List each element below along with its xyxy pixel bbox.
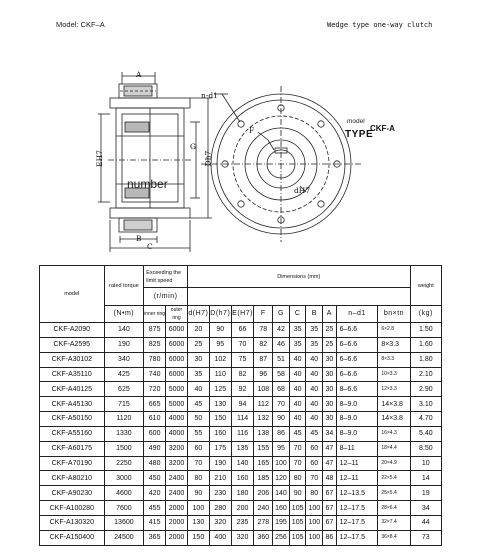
table-cell: 96 <box>254 367 273 382</box>
table-cell: 20×4.9 <box>378 456 410 471</box>
product-title: Wedge type one-way clutch <box>327 21 433 29</box>
table-cell: 108 <box>254 382 273 397</box>
weight-unit: (kg) <box>410 306 441 323</box>
table-cell: 58 <box>273 367 290 382</box>
table-cell: 1500 <box>104 441 144 456</box>
table-cell: 2400 <box>166 486 188 501</box>
table-cell: 40 <box>306 382 323 397</box>
table-cell: CKF-A60175 <box>40 441 105 456</box>
table-cell: CKF-A30102 <box>40 352 105 367</box>
table-cell: 130 <box>209 397 231 412</box>
table-cell: 40 <box>306 412 323 427</box>
table-cell: 68 <box>273 382 290 397</box>
table-cell: 70 <box>289 456 306 471</box>
table-cell: 190 <box>209 456 231 471</box>
table-cell: 114 <box>231 412 254 427</box>
table-cell: 12–17.5 <box>336 515 378 530</box>
table-cell: 200 <box>231 501 254 516</box>
col-torque-header: rated torque <box>104 266 144 306</box>
table-cell: 55 <box>187 426 209 441</box>
table-cell: 140 <box>231 456 254 471</box>
table-cell: 340 <box>104 352 144 367</box>
table-row <box>40 397 442 412</box>
table-cell: 110 <box>209 367 231 382</box>
table-cell: 480 <box>144 456 166 471</box>
table-cell: 102 <box>209 352 231 367</box>
table-row <box>40 323 442 338</box>
table-cell: 10×3.3 <box>378 367 410 382</box>
table-cell: 82 <box>254 337 273 352</box>
table-cell: 40 <box>289 382 306 397</box>
table-cell: 3000 <box>104 471 144 486</box>
table-cell: 6000 <box>166 323 188 338</box>
col-dimensions-header: Dimensions (mm) <box>187 266 410 288</box>
table-cell: 6–6.6 <box>336 367 378 382</box>
table-row <box>40 486 442 501</box>
table-cell: 12–17.5 <box>336 501 378 516</box>
table-cell: 1.50 <box>410 323 441 338</box>
table-cell: 135 <box>231 441 254 456</box>
table-cell: 36×8.4 <box>378 530 410 545</box>
table-cell: CKF-A40125 <box>40 382 105 397</box>
table-cell: 140 <box>104 323 144 338</box>
table-row <box>40 441 442 456</box>
table-cell: 2400 <box>166 471 188 486</box>
table-cell: 60 <box>306 456 323 471</box>
table-cell: 125 <box>209 382 231 397</box>
table-cell: 80 <box>289 471 306 486</box>
table-cell: 14 <box>410 471 441 486</box>
table-cell: 19 <box>410 486 441 501</box>
table-cell: 1120 <box>104 412 144 427</box>
table-cell: 95 <box>273 441 290 456</box>
table-cell: CKF-A45130 <box>40 397 105 412</box>
table-cell: 365 <box>144 530 166 545</box>
table-cell: CKF-A80210 <box>40 471 105 486</box>
model-caption: model <box>347 118 365 125</box>
table-cell: 6000 <box>166 367 188 382</box>
table-cell: 67 <box>323 501 337 516</box>
table-cell: 600 <box>144 426 166 441</box>
table-cell: 44 <box>410 515 441 530</box>
table-cell: 100 <box>273 456 290 471</box>
table-cell: 40 <box>306 367 323 382</box>
col-a: A <box>323 306 337 323</box>
spec-table <box>39 265 442 546</box>
table-cell: 8–9.0 <box>336 412 378 427</box>
table-row <box>40 337 442 352</box>
table-cell: 34 <box>410 501 441 516</box>
table-cell: 105 <box>289 530 306 545</box>
dimensions-spacer <box>187 288 410 306</box>
table-cell: 400 <box>209 530 231 545</box>
table-cell: 12–11 <box>336 471 378 486</box>
table-cell: 665 <box>144 397 166 412</box>
table-cell: 70 <box>187 456 209 471</box>
table-cell: 13600 <box>104 515 144 530</box>
table-row <box>40 471 442 486</box>
table-cell: 40 <box>306 352 323 367</box>
table-cell: 2.10 <box>410 367 441 382</box>
table-cell: 360 <box>254 530 273 545</box>
table-cell: 30 <box>323 397 337 412</box>
col-g: G <box>273 306 290 323</box>
table-cell: 51 <box>273 352 290 367</box>
table-cell: 100 <box>306 530 323 545</box>
table-cell: 75 <box>231 352 254 367</box>
torque-unit: (N•m) <box>104 306 144 323</box>
table-cell: 5000 <box>166 397 188 412</box>
table-cell: 415 <box>144 515 166 530</box>
table-cell: 67 <box>323 515 337 530</box>
table-cell: 30 <box>323 367 337 382</box>
table-row <box>40 382 442 397</box>
table-cell: CKF-A90230 <box>40 486 105 501</box>
table-cell: 12–11 <box>336 456 378 471</box>
col-f: F <box>254 306 273 323</box>
table-cell: 105 <box>289 515 306 530</box>
table-cell: 30 <box>187 352 209 367</box>
table-cell: 40 <box>289 367 306 382</box>
table-cell: 25 <box>187 337 209 352</box>
table-cell: 48 <box>323 471 337 486</box>
table-cell: 720 <box>144 382 166 397</box>
table-cell: 175 <box>209 441 231 456</box>
table-cell: CKF-A35110 <box>40 367 105 382</box>
table-cell: 625 <box>104 382 144 397</box>
table-cell: 35 <box>289 323 306 338</box>
table-cell: 160 <box>231 471 254 486</box>
dim-g-label: G <box>190 142 196 151</box>
table-cell: 780 <box>144 352 166 367</box>
table-cell: 8–9.0 <box>336 397 378 412</box>
table-cell: 450 <box>144 471 166 486</box>
table-cell: 140 <box>273 486 290 501</box>
table-cell: 278 <box>254 515 273 530</box>
table-cell: 150 <box>209 412 231 427</box>
table-cell: 100 <box>306 501 323 516</box>
table-cell: 7600 <box>104 501 144 516</box>
table-cell: 34 <box>323 426 337 441</box>
table-cell: 30 <box>323 412 337 427</box>
table-cell: 30 <box>323 352 337 367</box>
table-cell: 320 <box>209 515 231 530</box>
table-cell: 1.60 <box>410 337 441 352</box>
table-cell: 6000 <box>166 337 188 352</box>
table-cell: 60 <box>306 441 323 456</box>
table-cell: CKF-A50150 <box>40 412 105 427</box>
table-cell: 210 <box>209 471 231 486</box>
table-cell: 320 <box>231 530 254 545</box>
table-cell: CKF-A55160 <box>40 426 105 441</box>
table-cell: 8×3.3 <box>378 352 410 367</box>
table-header-row <box>40 266 442 288</box>
table-cell: 280 <box>209 501 231 516</box>
table-cell: 190 <box>104 337 144 352</box>
type-caption: TYPE <box>345 129 374 140</box>
dim-nd1-label: n-d1 <box>201 91 218 100</box>
table-cell: 14×3.8 <box>378 412 410 427</box>
table-row <box>40 530 442 545</box>
table-row <box>40 412 442 427</box>
table-cell: 235 <box>231 515 254 530</box>
table-cell: 66 <box>231 323 254 338</box>
dim-c-label: C <box>147 242 153 251</box>
table-cell: 120 <box>273 471 290 486</box>
table-body <box>40 323 442 546</box>
col-bntn: bn×tn <box>378 306 410 323</box>
table-cell: 4600 <box>104 486 144 501</box>
table-cell: 3200 <box>166 441 188 456</box>
col-c: C <box>289 306 306 323</box>
table-cell: 112 <box>254 397 273 412</box>
col-eh7: E(H7) <box>231 306 254 323</box>
col-model-header: model <box>40 266 105 323</box>
col-speed-header: Exceeding the limit speed <box>144 266 188 288</box>
table-cell: 45 <box>306 426 323 441</box>
table-cell: CKF-A150400 <box>40 530 105 545</box>
table-cell: 240 <box>254 501 273 516</box>
col-dh7: d(H7) <box>187 306 209 323</box>
technical-drawing <box>0 36 480 256</box>
col-weight-header: weight <box>410 266 441 306</box>
table-cell: 40 <box>289 352 306 367</box>
table-cell: 160 <box>273 501 290 516</box>
table-cell: 130 <box>187 515 209 530</box>
table-cell: 35 <box>187 367 209 382</box>
table-cell: 740 <box>144 367 166 382</box>
table-cell: 4000 <box>166 426 188 441</box>
table-row <box>40 501 442 516</box>
table-cell: 25 <box>323 337 337 352</box>
table-cell: 100 <box>187 501 209 516</box>
table-cell: 78 <box>254 323 273 338</box>
table-cell: 22×5.4 <box>378 471 410 486</box>
table-cell: 8–11 <box>336 441 378 456</box>
table-cell: 425 <box>104 367 144 382</box>
table-cell: 30 <box>323 382 337 397</box>
table-cell: 100 <box>306 515 323 530</box>
table-cell: 715 <box>104 397 144 412</box>
table-cell: 86 <box>323 530 337 545</box>
table-cell: 12×3.3 <box>378 382 410 397</box>
table-cell: 1330 <box>104 426 144 441</box>
dim-b-label: B <box>136 234 142 243</box>
table-cell: 16×4.3 <box>378 426 410 441</box>
table-cell: 6–6.6 <box>336 352 378 367</box>
table-cell: 8.50 <box>410 441 441 456</box>
table-cell: 42 <box>273 323 290 338</box>
col-b: B <box>306 306 323 323</box>
table-cell: 105 <box>289 501 306 516</box>
table-cell: 3200 <box>166 456 188 471</box>
table-cell: 47 <box>323 456 337 471</box>
table-cell: 2000 <box>166 530 188 545</box>
table-cell: 420 <box>144 486 166 501</box>
table-cell: 5000 <box>166 382 188 397</box>
table-cell: 70 <box>289 441 306 456</box>
table-cell: 28×6.4 <box>378 501 410 516</box>
table-cell: 24500 <box>104 530 144 545</box>
table-cell: 2000 <box>166 501 188 516</box>
table-cell: 6–6.6 <box>336 323 378 338</box>
table-cell: 5.40 <box>410 426 441 441</box>
table-row <box>40 352 442 367</box>
table-cell: 90 <box>273 412 290 427</box>
table-cell: 180 <box>231 486 254 501</box>
table-cell: 70 <box>306 471 323 486</box>
table-row <box>40 367 442 382</box>
table-cell: 70 <box>273 397 290 412</box>
table-cell: CKF-A70190 <box>40 456 105 471</box>
table-cell: 3.10 <box>410 397 441 412</box>
table-cell: 40 <box>187 382 209 397</box>
table-cell: 67 <box>323 486 337 501</box>
table-cell: 92 <box>231 382 254 397</box>
table-cell: 14×3.8 <box>378 397 410 412</box>
table-cell: 70 <box>231 337 254 352</box>
table-cell: 2000 <box>166 515 188 530</box>
table-cell: 610 <box>144 412 166 427</box>
table-cell: 46 <box>273 337 290 352</box>
dim-dh7-bore-label: dH7 <box>294 186 311 195</box>
table-cell: 60 <box>187 441 209 456</box>
dim-dh7-label: Dh7 <box>203 150 213 167</box>
drawing-svg <box>0 36 480 256</box>
table-cell: 35 <box>306 323 323 338</box>
table-cell: 8–6.6 <box>336 382 378 397</box>
table-cell: 4000 <box>166 412 188 427</box>
table-cell: 45 <box>187 397 209 412</box>
table-cell: 25 <box>323 323 337 338</box>
table-cell: 80 <box>306 486 323 501</box>
dim-eh7-label: EH7 <box>94 150 104 167</box>
table-cell: 6–6.6 <box>336 337 378 352</box>
table-cell: 825 <box>144 337 166 352</box>
table-cell: 12–17.5 <box>336 530 378 545</box>
table-cell: 73 <box>410 530 441 545</box>
table-cell: 47 <box>323 441 337 456</box>
table-cell: 90 <box>187 486 209 501</box>
table-cell: 95 <box>209 337 231 352</box>
table-cell: 80 <box>187 471 209 486</box>
table-cell: 6×2.8 <box>378 323 410 338</box>
table-cell: 90 <box>289 486 306 501</box>
table-row <box>40 515 442 530</box>
table-cell: 40 <box>289 397 306 412</box>
table-cell: 165 <box>254 456 273 471</box>
table-cell: CKF-A130320 <box>40 515 105 530</box>
table-cell: 132 <box>254 412 273 427</box>
table-cell: CKF-A2595 <box>40 337 105 352</box>
table-cell: 40 <box>306 397 323 412</box>
table-cell: 8–9.0 <box>336 426 378 441</box>
table-cell: 40 <box>289 412 306 427</box>
speed-unit: (r/min) <box>144 288 188 306</box>
table-cell: 230 <box>209 486 231 501</box>
table-cell: 185 <box>254 471 273 486</box>
table-cell: 6000 <box>166 352 188 367</box>
table-cell: 18×4.4 <box>378 441 410 456</box>
col-dh7-outer: D(h7) <box>209 306 231 323</box>
table-cell: 195 <box>273 515 290 530</box>
table-cell: 82 <box>231 367 254 382</box>
table-row <box>40 426 442 441</box>
table-cell: 256 <box>273 530 290 545</box>
table-cell: 206 <box>254 486 273 501</box>
table-cell: 35 <box>306 337 323 352</box>
table-cell: CKF-A100280 <box>40 501 105 516</box>
table-cell: 150 <box>187 530 209 545</box>
table-cell: 455 <box>144 501 166 516</box>
table-cell: CKF-A2090 <box>40 323 105 338</box>
type-model-caption: CKF-A <box>370 124 395 133</box>
table-cell: 875 <box>144 323 166 338</box>
table-cell: 20 <box>187 323 209 338</box>
col-nd1: n–d1 <box>336 306 378 323</box>
drawing-number-text: number <box>127 177 168 191</box>
table-cell: 155 <box>254 441 273 456</box>
table-cell: 90 <box>209 323 231 338</box>
table-cell: 87 <box>254 352 273 367</box>
table-cell: 2250 <box>104 456 144 471</box>
table-cell: 94 <box>231 397 254 412</box>
table-cell: 32×7.4 <box>378 515 410 530</box>
table-cell: 86 <box>273 426 290 441</box>
inner-ring-header: inner ring <box>144 306 166 323</box>
outer-ring-header: outer ring <box>166 306 188 323</box>
table-cell: 50 <box>187 412 209 427</box>
table-cell: 4.70 <box>410 412 441 427</box>
table-cell: 116 <box>231 426 254 441</box>
table-cell: 10 <box>410 456 441 471</box>
table-cell: 8×3.3 <box>378 337 410 352</box>
table-cell: 160 <box>209 426 231 441</box>
table-cell: 25×5.4 <box>378 486 410 501</box>
table-row <box>40 456 442 471</box>
dim-f-label: F <box>249 126 255 135</box>
table-cell: 138 <box>254 426 273 441</box>
table-cell: 12–13.5 <box>336 486 378 501</box>
table-cell: 2.90 <box>410 382 441 397</box>
model-header: Model: CKF–A <box>56 20 105 29</box>
table-cell: 45 <box>289 426 306 441</box>
dim-a-label: A <box>136 70 142 79</box>
table-cell: 490 <box>144 441 166 456</box>
table-cell: 1.80 <box>410 352 441 367</box>
table-cell: 35 <box>289 337 306 352</box>
